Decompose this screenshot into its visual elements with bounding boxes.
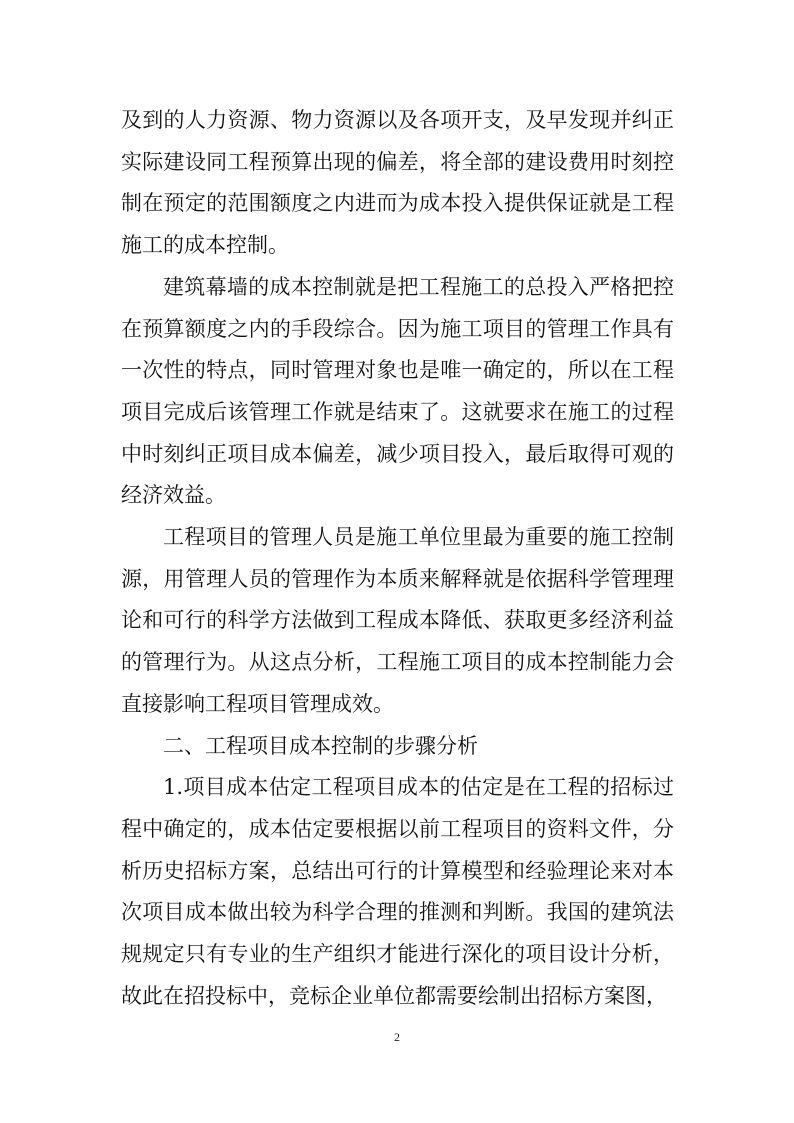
page-number: 2 — [394, 1030, 400, 1044]
paragraph-cost-estimation: 1.项目成本估定工程项目成本的估定是在工程的招标过程中确定的，成本估定要根据以前工程项目的资料文件，分析历史招标方案，总结出可行的计算模型和经验理论来对本次项目成本做出较为科学合理的推测和判断。我国的建筑法规规定只有专业的生产组织才能进行深化的项目设计分析，故此在招投标中，竞标企业单位都需要绘制出招标方案图， — [121, 775, 674, 1008]
paragraph-continuation: 及到的人力资源、物力资源以及各项开支，及早发现并纠正实际建设同工程预算出现的偏差，将全部的建设费用时刻控制在预定的范围额度之内进而为成本投入提供保证就是工程施工的成本控制。 — [121, 108, 674, 258]
paragraph-curtain-wall-cost-control: 建筑幕墙的成本控制就是把工程施工的总投入严格把控在预算额度之内的手段综合。因为施工项目的管理工作具有一次性的特点，同时管理对象也是唯一确定的，所以在工程项目完成后该管理工作就是结束了。这就要求在施工的过程中时刻纠正项目成本偏差，减少项目投入，最后取得可观的经济效益。 — [121, 274, 674, 508]
section-heading: 二、工程项目成本控制的步骤分析 — [163, 733, 478, 758]
paragraph-management-personnel: 工程项目的管理人员是施工单位里最为重要的施工控制源，用管理人员的管理作为本质来解释就是依据科学管理理论和可行的科学方法做到工程成本降低、获取更多经济利益的管理行为。从这点分析，工程施工项目的成本控制能力会直接影响工程项目管理成效。 — [121, 525, 674, 716]
document-body — [121, 100, 674, 1017]
